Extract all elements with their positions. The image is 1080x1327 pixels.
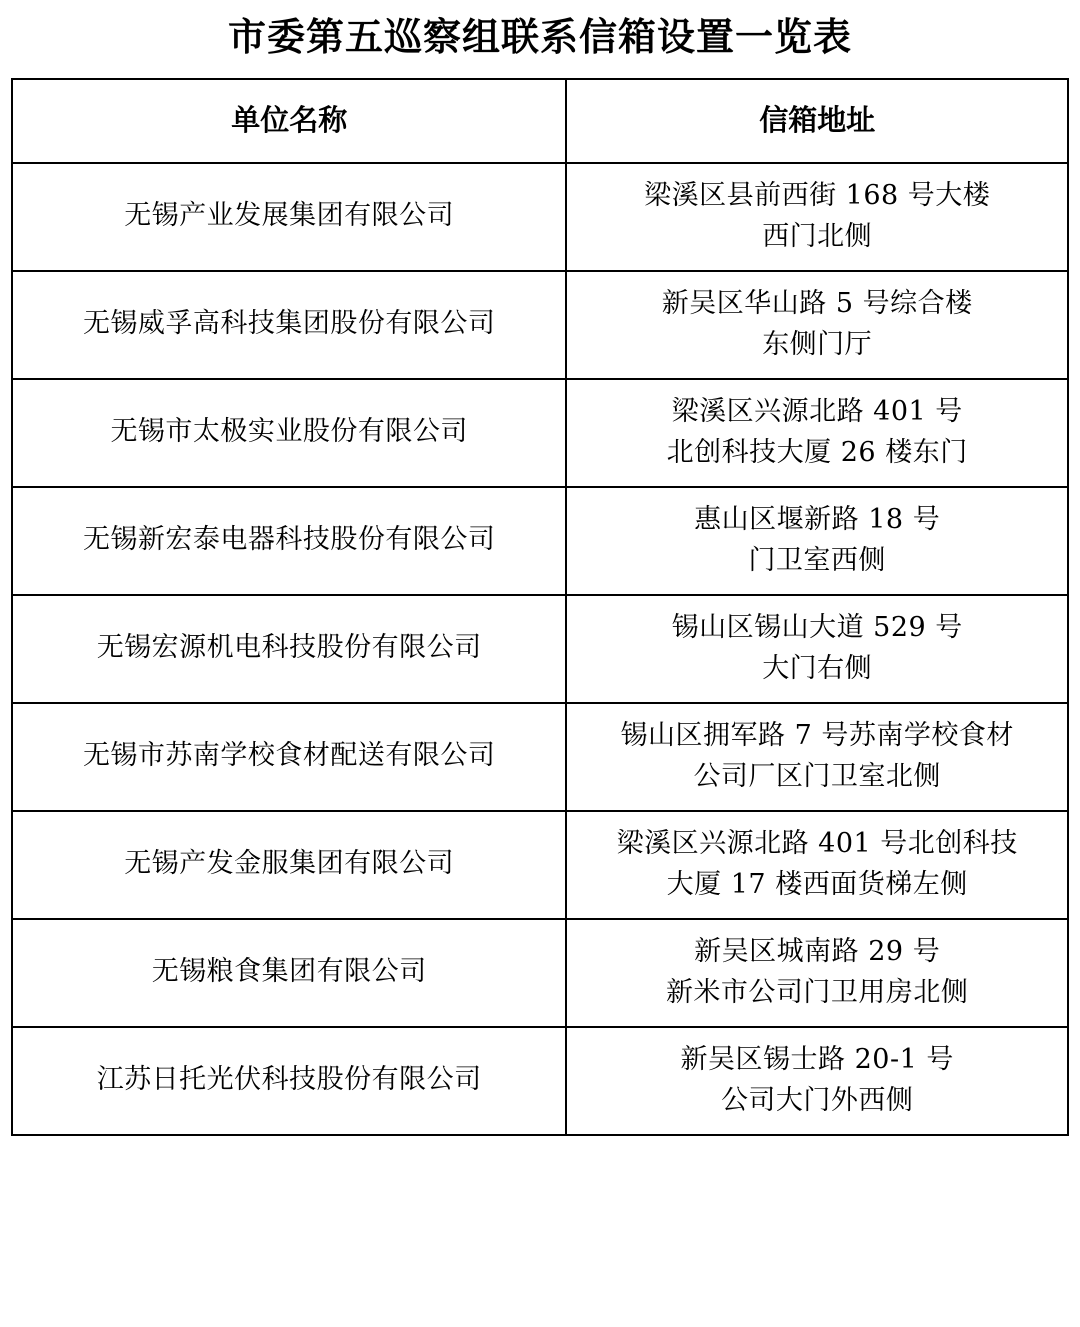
mailbox-address: [566, 379, 1068, 487]
mailbox-address: [566, 271, 1068, 379]
table-row: [12, 703, 1068, 811]
table-row: [12, 919, 1068, 1027]
unit-name: 无锡市苏南学校食材配送有限公司: [12, 703, 566, 811]
table-row: [12, 811, 1068, 919]
address-line: 新吴区锡士路 20-1 号: [680, 1044, 954, 1076]
mailbox-table: [11, 78, 1069, 1136]
address-line: 公司厂区门卫室北侧: [693, 760, 941, 792]
address-line: 新吴区华山路 5 号综合楼: [661, 288, 973, 320]
table-row: [12, 271, 1068, 379]
address-line: 西门北侧: [762, 220, 873, 252]
address-line: 东侧门厅: [762, 328, 873, 360]
table-row: [12, 163, 1068, 271]
table-header-row: [12, 79, 1068, 163]
table-row: [12, 379, 1068, 487]
address-line: 大门右侧: [762, 652, 873, 684]
table-row: [12, 595, 1068, 703]
mailbox-address: [566, 703, 1068, 811]
unit-name: 无锡粮食集团有限公司: [12, 919, 566, 1027]
unit-name: 无锡市太极实业股份有限公司: [12, 379, 566, 487]
address-line: 北创科技大厦 26 楼东门: [666, 436, 968, 468]
mailbox-address: [566, 1027, 1068, 1135]
table-row: [12, 487, 1068, 595]
address-line: 惠山区堰新路 18 号: [694, 504, 941, 536]
address-line: 公司大门外西侧: [720, 1084, 914, 1116]
mailbox-address: [566, 919, 1068, 1027]
address-line: 新吴区城南路 29 号: [694, 936, 941, 968]
address-line: 锡山区锡山大道 529 号: [671, 612, 963, 644]
column-header-address: 信箱地址: [566, 79, 1068, 163]
column-header-unit: 单位名称: [12, 79, 566, 163]
unit-name: 无锡产业发展集团有限公司: [12, 163, 566, 271]
mailbox-address: [566, 811, 1068, 919]
mailbox-address: [566, 487, 1068, 595]
address-line: 新米市公司门卫用房北侧: [665, 976, 969, 1008]
address-line: 梁溪区兴源北路 401 号北创科技: [616, 828, 1018, 860]
unit-name: 无锡宏源机电科技股份有限公司: [12, 595, 566, 703]
mailbox-address: [566, 163, 1068, 271]
unit-name: 江苏日托光伏科技股份有限公司: [12, 1027, 566, 1135]
table-row: [12, 1027, 1068, 1135]
page-title: 市委第五巡察组联系信箱设置一览表: [227, 14, 852, 59]
unit-name: 无锡新宏泰电器科技股份有限公司: [12, 487, 566, 595]
address-line: 锡山区拥军路 7 号苏南学校食材: [620, 720, 1014, 752]
address-line: 门卫室西侧: [748, 544, 886, 576]
document-page: [0, 14, 1080, 1136]
address-line: 梁溪区兴源北路 401 号: [671, 396, 963, 428]
unit-name: 无锡威孚高科技集团股份有限公司: [12, 271, 566, 379]
address-line: 大厦 17 楼西面货梯左侧: [666, 868, 968, 900]
address-line: 梁溪区县前西街 168 号大楼: [644, 180, 991, 212]
unit-name: 无锡产发金服集团有限公司: [12, 811, 566, 919]
mailbox-address: [566, 595, 1068, 703]
